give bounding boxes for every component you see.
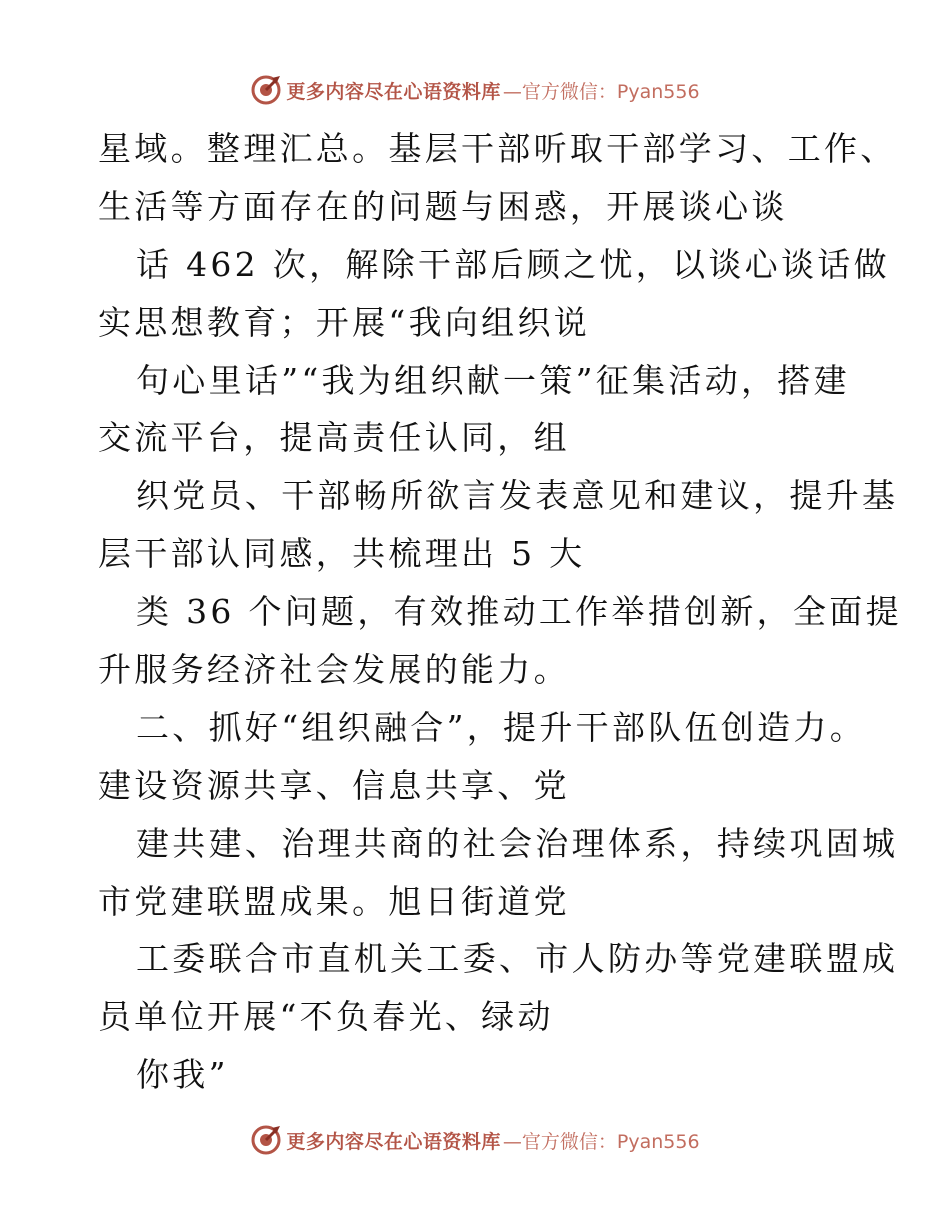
body-line: 员单位开展“不负春光、绿动 [98,997,554,1037]
body-line: 话 462 次，解除干部后顾之忧，以谈心谈话做 [136,244,890,284]
body-line: 生活等方面存在的问题与困惑，开展谈心谈 [98,186,788,226]
body-line: 建设资源共享、信息共享、党 [98,765,570,805]
body-line: 二、抓好“组织融合”，提升干部队伍创造力。 [136,707,867,747]
body-line: 建共建、治理共商的社会治理体系，持续巩固城 [136,823,899,863]
body-line: 实思想教育；开展“我向组织说 [98,302,591,342]
body-line: 类 36 个问题，有效推动工作举措创新，全面提 [136,592,902,632]
body-line: 层干部认同感，共梳理出 5 大 [98,534,586,574]
body-line: 你我” [136,1055,229,1095]
body-line: 织党员、干部畅所欲言发表意见和建议，提升基 [136,476,899,516]
header-watermark [0,70,950,110]
pen-seal-icon [250,1124,282,1156]
body-line: 星域。整理汇总。基层干部听取干部学习、工作、 [98,129,897,168]
body-line: 工委联合市直机关工委、市人防办等党建联盟成 [136,939,899,979]
header-contact-text: —官方微信：Pyan556 [502,80,700,103]
header-brand-text: 更多内容尽在心语资料库 [286,80,501,103]
body-line: 交流平台，提高责任认同，组 [98,418,570,458]
body-line: 升服务经济社会发展的能力。 [98,650,570,690]
body-line: 句心里话”“我为组织献一策”征集活动，搭建 [136,360,850,400]
footer-contact-text: —官方微信：Pyan556 [502,1130,700,1153]
body-line: 市党建联盟成果。旭日街道党 [98,881,570,921]
footer-watermark [0,1120,950,1160]
document-body [98,120,902,1104]
footer-brand-text: 更多内容尽在心语资料库 [286,1130,501,1153]
pen-seal-icon [250,74,282,106]
